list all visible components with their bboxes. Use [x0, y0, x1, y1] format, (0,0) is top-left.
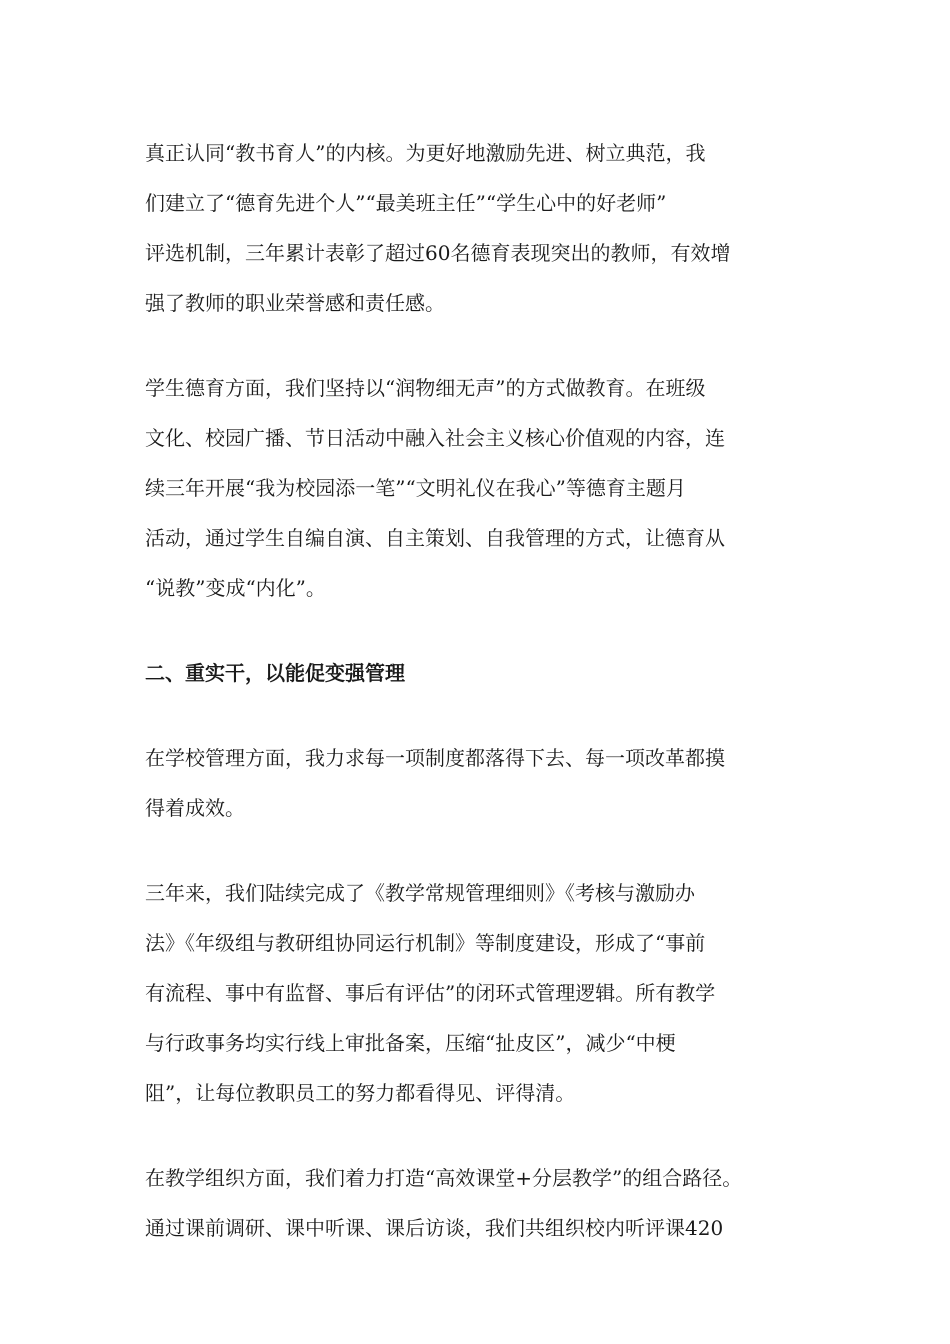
text-line: 文化、校园广播、节日活动中融入社会主义核心价值观的内容，连: [145, 426, 725, 450]
text-line: 活动，通过学生自编自演、自主策划、自我管理的方式，让德育从: [145, 526, 725, 550]
text-line: “说教”变成“内化”。: [145, 576, 326, 600]
text-line: 通过课前调研、课中听课、课后访谈，我们共组织校内听评课420: [145, 1216, 724, 1240]
text-line: 三年来，我们陆续完成了《教学常规管理细则》《考核与激励办: [145, 881, 695, 905]
text-line: 得着成效。: [145, 796, 245, 820]
text-line: 有流程、事中有监督、事后有评估”的闭环式管理逻辑。所有教学: [145, 981, 716, 1005]
text-line: 评选机制，三年累计表彰了超过60名德育表现突出的教师，有效增: [145, 241, 731, 265]
paragraph-school-management: [145, 733, 815, 833]
text-line: 强了教师的职业荣誉感和责任感。: [145, 291, 445, 315]
document-body: [145, 128, 815, 1288]
text-line: 学生德育方面，我们坚持以“润物细无声”的方式做教育。在班级: [145, 376, 706, 400]
paragraph-teaching-organization: [145, 1153, 815, 1253]
text-line: 法》《年级组与教研组协同运行机制》等制度建设，形成了“事前: [145, 931, 706, 955]
text-line: 们建立了“德育先进个人”“最美班主任”“学生心中的好老师”: [145, 191, 667, 215]
paragraph-teacher-honors: [145, 128, 815, 328]
text-line: 与行政事务均实行线上审批备案，压缩“扯皮区”，减少“中梗: [145, 1031, 676, 1055]
text-line: 在学校管理方面，我力求每一项制度都落得下去、每一项改革都摸: [145, 746, 725, 770]
text-line: 真正认同“教书育人”的内核。为更好地激励先进、树立典范，我: [145, 141, 706, 165]
paragraph-student-moral-education: [145, 363, 815, 613]
text-line: 阻”，让每位教职员工的努力都看得见、评得清。: [145, 1081, 576, 1105]
text-line: 在教学组织方面，我们着力打造“高效课堂+分层教学”的组合路径。: [145, 1166, 743, 1190]
paragraph-system-building: [145, 868, 815, 1118]
section-heading: 二、重实干，以能促变强管理: [145, 661, 405, 685]
text-line: 续三年开展“我为校园添一笔”“文明礼仪在我心”等德育主题月: [145, 476, 686, 500]
